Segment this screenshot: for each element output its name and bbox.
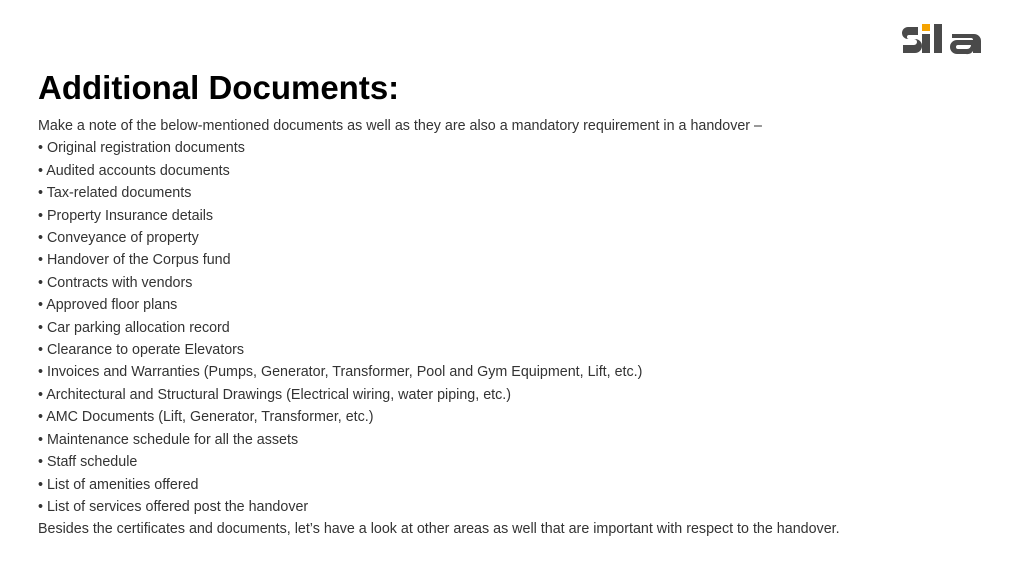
list-item: • Original registration documents: [38, 140, 245, 157]
list-item: • Staff schedule: [38, 454, 138, 471]
list-item: • Contracts with vendors: [38, 274, 193, 291]
list-item: • Conveyance of property: [38, 230, 199, 247]
intro-text: Make a note of the below-mentioned documents as well as they are also a mandatory requirement in a handover –: [38, 118, 762, 134]
content-body: [38, 115, 998, 541]
list-item: • Handover of the Corpus fund: [38, 252, 231, 269]
list-item: • Architectural and Structural Drawings (Electrical wiring, water piping, etc.): [38, 386, 512, 403]
list-item: • Property Insurance details: [38, 207, 214, 224]
closing-text: Besides the certificates and documents, let’s have a look at other areas as well that are important with respect to the handover.: [38, 521, 840, 538]
document-list: [38, 137, 998, 518]
list-item: • AMC Documents (Lift, Generator, Transformer, etc.): [38, 409, 374, 426]
list-item: • List of services offered post the handover: [38, 498, 309, 515]
list-item: • Clearance to operate Elevators: [38, 342, 245, 359]
list-item: • Audited accounts documents: [38, 162, 230, 179]
list-item: • Invoices and Warranties (Pumps, Generator, Transformer, Pool and Gym Equipment, Lift, etc.): [38, 364, 643, 381]
list-item: • Car parking allocation record: [38, 319, 230, 336]
page-title: Additional Documents:: [38, 69, 400, 106]
list-item: • Maintenance schedule for all the assets: [38, 431, 299, 448]
list-item: • Tax-related documents: [38, 185, 192, 202]
list-item: • Approved floor plans: [38, 297, 178, 314]
list-item: • List of amenities offered: [38, 476, 199, 493]
sila-logo: [900, 18, 994, 62]
